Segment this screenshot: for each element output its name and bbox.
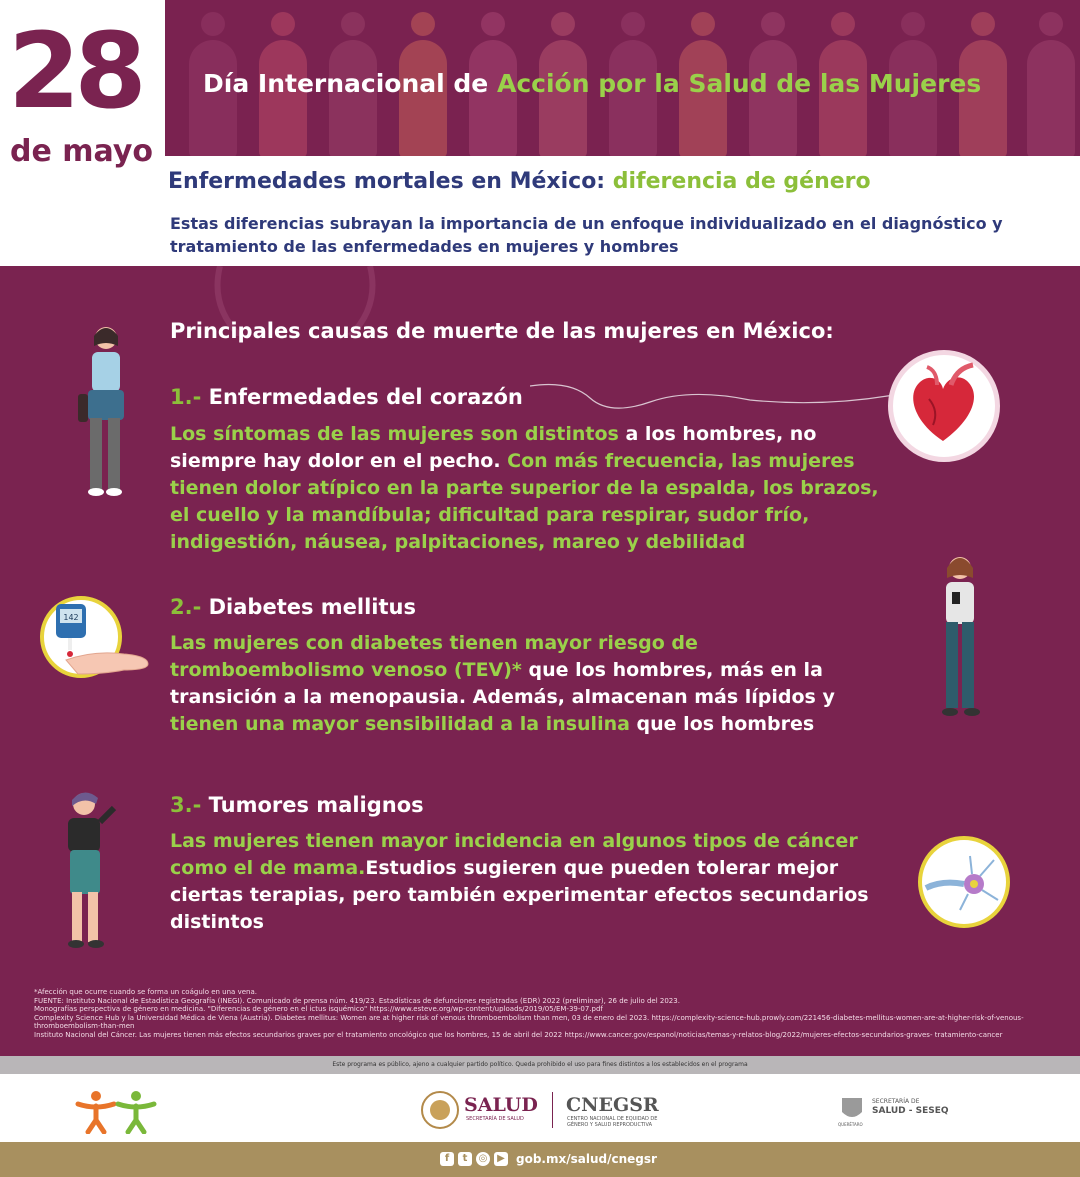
item-title-text: Enfermedades del corazón [201, 385, 523, 409]
logo-bar [0, 1074, 1080, 1142]
people-logo-icon [74, 1088, 158, 1134]
facebook-icon[interactable]: f [440, 1152, 454, 1166]
body-segment: que los hombres, más en la transición a la menopausia. Además, almacenan más lípidos y [170, 659, 835, 708]
footnote: *Afección que ocurre cuando se forma un coágulo en una vena. [34, 988, 257, 996]
seseq-state-text: QUERÉTARO [838, 1122, 863, 1127]
item-body-heart-disease [170, 421, 890, 556]
woman-illustration [56, 786, 122, 952]
date-day: 28 [8, 10, 141, 132]
subtitle-part1: Enfermedades mortales en México: [168, 169, 613, 194]
body-segment: que los hombres [629, 713, 815, 735]
date-month: de mayo [10, 134, 154, 169]
seseq-main-text: SALUD - SESEQ [872, 1106, 949, 1116]
subtitle-part2: diferencia de género [612, 169, 871, 194]
body-segment: Estudios sugieren que pueden tolerar mejor ciertas terapias, pero también experimentar efectos secundarios distintos [170, 857, 869, 933]
item-title-diabetes [170, 592, 870, 622]
mexico-seal-icon [420, 1090, 460, 1130]
neuron-icon [918, 836, 1010, 928]
main-title [203, 66, 1063, 102]
intro-text: Estas diferencias subrayan la importancia de un enfoque individualizado en el diagnóstico y tratamiento de las enfermedades en mujeres y hombres [170, 214, 1003, 256]
footnote: Monografías perspectiva de género en medicina. "Diferencias de género en el ictus isquémico" https://www.esteve.org/wp-content/uploads/2019/05/EM-39-07.pdf [34, 1005, 603, 1013]
date-block [0, 0, 165, 170]
logo-divider [552, 1092, 553, 1128]
social-links [440, 1150, 657, 1168]
queretaro-seal-icon [840, 1096, 864, 1122]
woman-illustration [930, 552, 992, 724]
item-title-text: Diabetes mellitus [201, 595, 416, 619]
cnegsr-sub-line: CENTRO NACIONAL DE EQUIDAD DE [567, 1116, 658, 1122]
footnote: Complexity Science Hub y la Universidad Médica de Viena (Austria). Diabetes mellitus: Women are at higher risk of venous thromboembolism than men, 03 de enero del 2023. https://complexity-science-hub.prowly.com/221456-diabetes-mellitus-women-are-at-higher-risk-of-venous-thromboembolism-than-men [34, 1013, 1024, 1030]
item-body-diabetes [170, 630, 890, 738]
body-segment: Con más frecuencia, las mujeres tienen dolor atípico en la parte superior de la espalda, los brazos, el cuello y la mandíbula; dificultad para respirar, sudor frío, indigestión, náusea, palpitaciones, mareo y debilidad [170, 450, 879, 553]
instagram-icon[interactable]: ◎ [476, 1152, 490, 1166]
item-body-tumors [170, 828, 910, 936]
twitter-icon[interactable]: t [458, 1152, 472, 1166]
subtitle [168, 166, 1068, 198]
item-title-text: Tumores malignos [201, 793, 424, 817]
cnegsr-sub-line: GÉNERO Y SALUD REPRODUCTIVA [567, 1122, 653, 1128]
item-number: 1.- [170, 385, 202, 409]
title-part2: Acción por la Salud de las Mujeres [496, 69, 982, 98]
cnegsr-logo-text: CNEGSR [566, 1094, 659, 1116]
footnote: FUENTE: Instituto Nacional de Estadística Geografía (INEGI). Comunicado de prensa núm. 419/23. Estadísticas de defunciones registradas (EDR) 2022 (preliminar), 26 de julio del 2023. [34, 996, 680, 1005]
section-heading: Principales causas de muerte de las mujeres en México: [170, 319, 834, 343]
body-segment: Las mujeres con diabetes tienen mayor riesgo de tromboembolismo venoso (TEV)* [170, 632, 698, 681]
item-number: 2.- [170, 595, 202, 619]
youtube-icon[interactable]: ▶ [494, 1152, 508, 1166]
body-segment: Los síntomas de las mujeres son distintos [170, 423, 619, 445]
hand-icon [64, 640, 154, 680]
item-title-heart-disease [170, 382, 870, 412]
title-part1: Día Internacional de [203, 69, 497, 98]
footnote: Instituto Nacional del Cáncer. Las mujeres tienen más efectos secundarios graves por el tratamiento oncológico que los hombres, 15 de abril del 2022 https://www.cancer.gov/espanol/noticias/temas-y-relatos-blog/2022/mujeres-efectos-secundarios-graves- tratamiento-cancer [34, 1030, 1003, 1039]
body-segment: Las mujeres tienen mayor incidencia en algunos tipos de cáncer como el de mama. [170, 830, 858, 879]
footnotes [34, 988, 1044, 1039]
salud-subtext: SECRETARÍA DE SALUD [466, 1116, 524, 1122]
disclaimer-bar: Este programa es público, ajeno a cualquier partido político. Queda prohibido el uso para fines distintos a los establecidos en el programa [0, 1056, 1080, 1074]
seseq-top-text: SECRETARÍA DE [872, 1098, 920, 1105]
bottom-bar [0, 1142, 1080, 1177]
body-segment: tienen una mayor sensibilidad a la insulina [170, 713, 630, 735]
heart-icon [888, 350, 1000, 462]
woman-illustration [74, 322, 138, 502]
body-segment: a los hombres, no siempre hay dolor en el pecho. [170, 423, 817, 472]
salud-logo-text: SALUD [464, 1094, 538, 1116]
item-number: 3.- [170, 793, 202, 817]
cnegsr-subtext [567, 1116, 657, 1128]
glucose-display: 142 [63, 613, 79, 622]
item-title-tumors [170, 790, 870, 820]
site-url-link[interactable]: gob.mx/salud/cnegsr [516, 1152, 657, 1166]
